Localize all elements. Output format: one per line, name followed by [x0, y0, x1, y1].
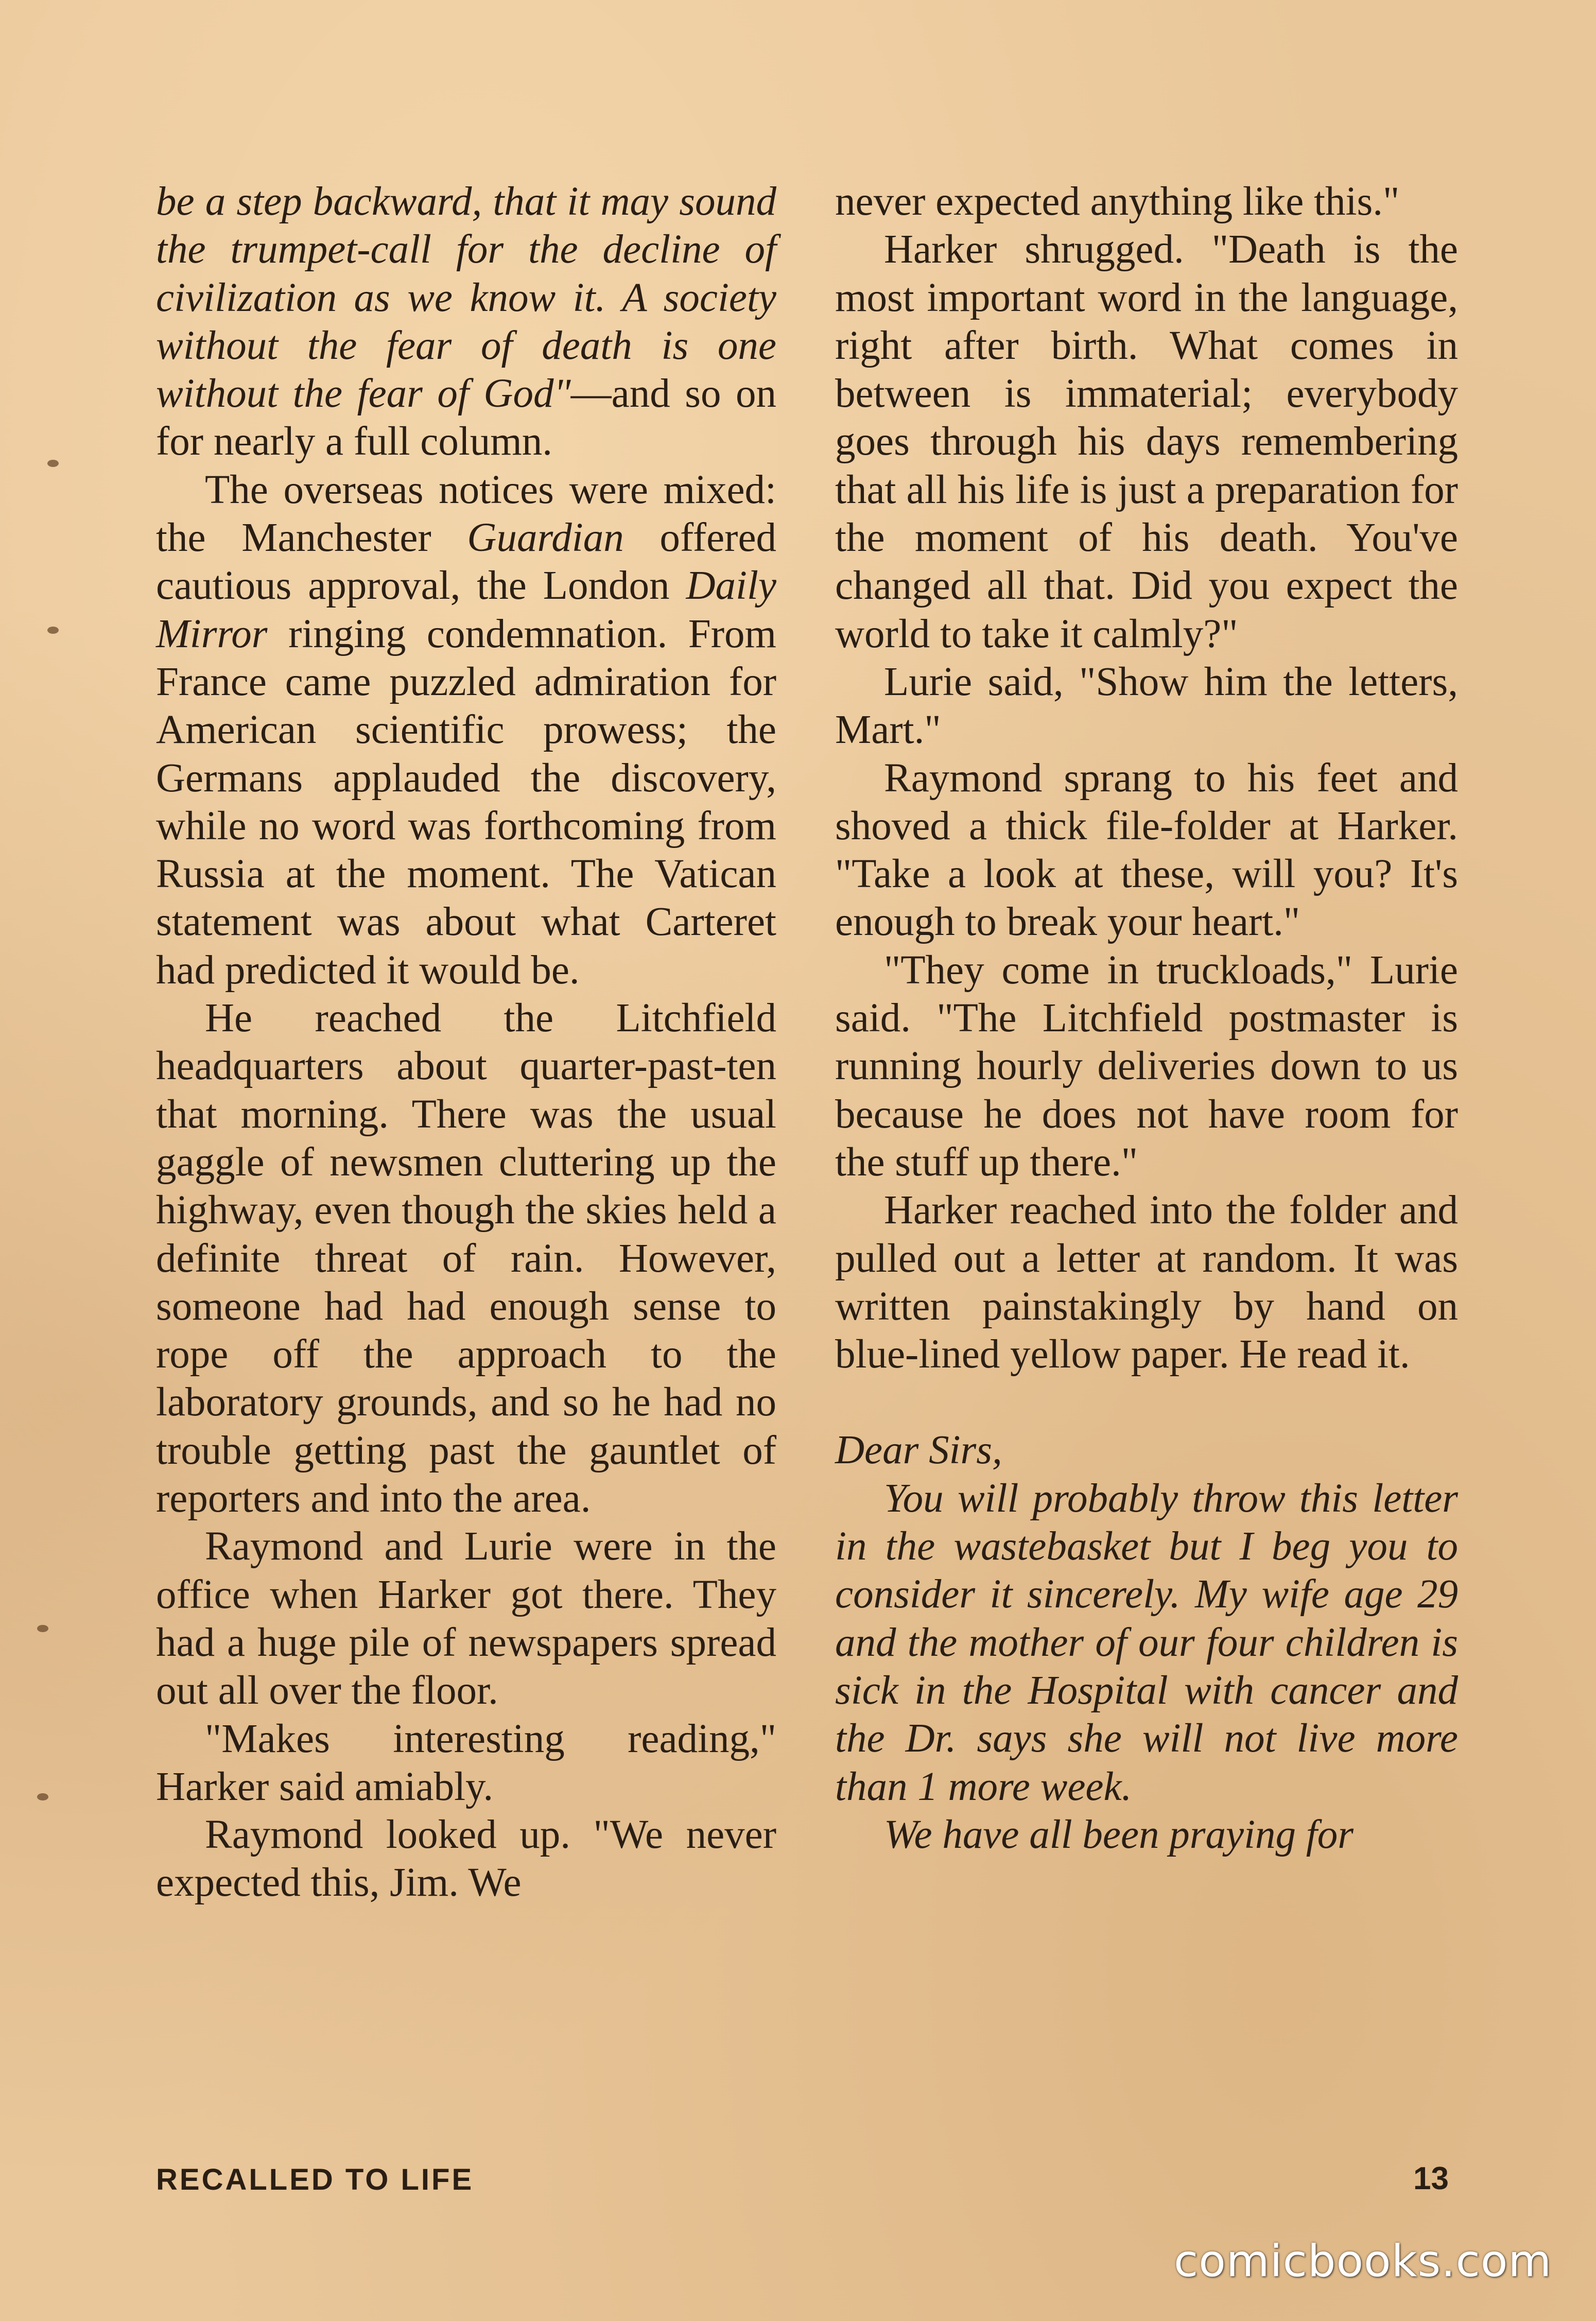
- publication-title: Guardian: [467, 515, 624, 561]
- paragraph: never expected anything like this.": [835, 179, 1400, 224]
- watermark: comicbooks.com: [1174, 2236, 1552, 2287]
- staple-mark: [37, 1793, 48, 1800]
- right-column: [835, 178, 1458, 1859]
- paragraph: Lurie said, "Show him the letters, Mart.": [835, 659, 1458, 753]
- paragraph: Harker reached into the folder and pulled out a letter at random. It was written painstakingly by hand on blue-lined yellow paper. He read it.: [835, 1188, 1458, 1377]
- staple-mark: [47, 627, 59, 634]
- text-run: —and so on for nearly a full column.: [156, 371, 777, 464]
- left-column: [156, 178, 776, 1907]
- staple-mark: [37, 1625, 48, 1632]
- text-run: The overseas notices were mixed: the Manchester: [156, 467, 776, 561]
- running-footer-title: RECALLED TO LIFE: [156, 2163, 474, 2196]
- paragraph: Raymond looked up. "We never expected this, Jim. We: [156, 1812, 776, 1906]
- staple-mark: [47, 460, 59, 467]
- paragraph: Raymond and Lurie were in the office when Harker got there. They had a huge pile of newspapers spread out all over the floor.: [156, 1524, 776, 1713]
- letter-salutation: Dear Sirs,: [835, 1428, 1002, 1473]
- text-run: ringing condemnation. From France came puzzled admiration for American scientific prowess; the Germans applauded the discovery, while no word was forthcoming from Russia at the moment. The Vatican statement was about what Carteret had predicted it would be.: [156, 611, 776, 993]
- paragraph: He reached the Litchfield headquarters about quarter-past-ten that morning. There was the usual gaggle of newsmen cluttering up the highway, even though the skies held a definite threat of rain. However, someone had had enough sense to rope off the approach to the laboratory grounds, and so he had no trouble getting past the gauntlet of reporters and into the area.: [156, 996, 776, 1521]
- paragraph: Raymond sprang to his feet and shoved a thick file-folder at Harker. "Take a look at these, will you? It's enough to break your heart.": [835, 755, 1458, 945]
- letter-paragraph: We have all been praying for: [884, 1812, 1354, 1857]
- page-number: 13: [1413, 2161, 1449, 2196]
- paragraph: "They come in truckloads," Lurie said. "The Litchfield postmaster is running hourly deliveries down to us because he does not have room for the stuff up there.": [835, 947, 1458, 1185]
- paragraph: Harker shrugged. "Death is the most important word in the language, right after birth. What comes in between is immaterial; everybody goes through his days remembering that all his life is just a preparation for the moment of his death. You've changed all that. Did you expect the world to take it calmly?": [835, 227, 1458, 656]
- italic-quote: be a step backward, that it may sound the trumpet-call for the decline of civilization as we know it. A society without the fear of death is one without the fear of God": [156, 179, 776, 417]
- paragraph: [156, 466, 776, 994]
- text-run: offered cautious approval, the London: [156, 515, 777, 609]
- publication-title: Daily Mirror: [156, 563, 776, 656]
- letter-paragraph: You will probably throw this letter in the wastebasket but I beg you to consider it sincerely. My wife age 29 and the mother of our four children is sick in the Hospital with cancer and the Dr. says she will not live more than 1 more week.: [835, 1476, 1458, 1809]
- paragraph: [156, 178, 776, 466]
- paragraph: "Makes interesting reading," Harker said amiably.: [156, 1716, 776, 1809]
